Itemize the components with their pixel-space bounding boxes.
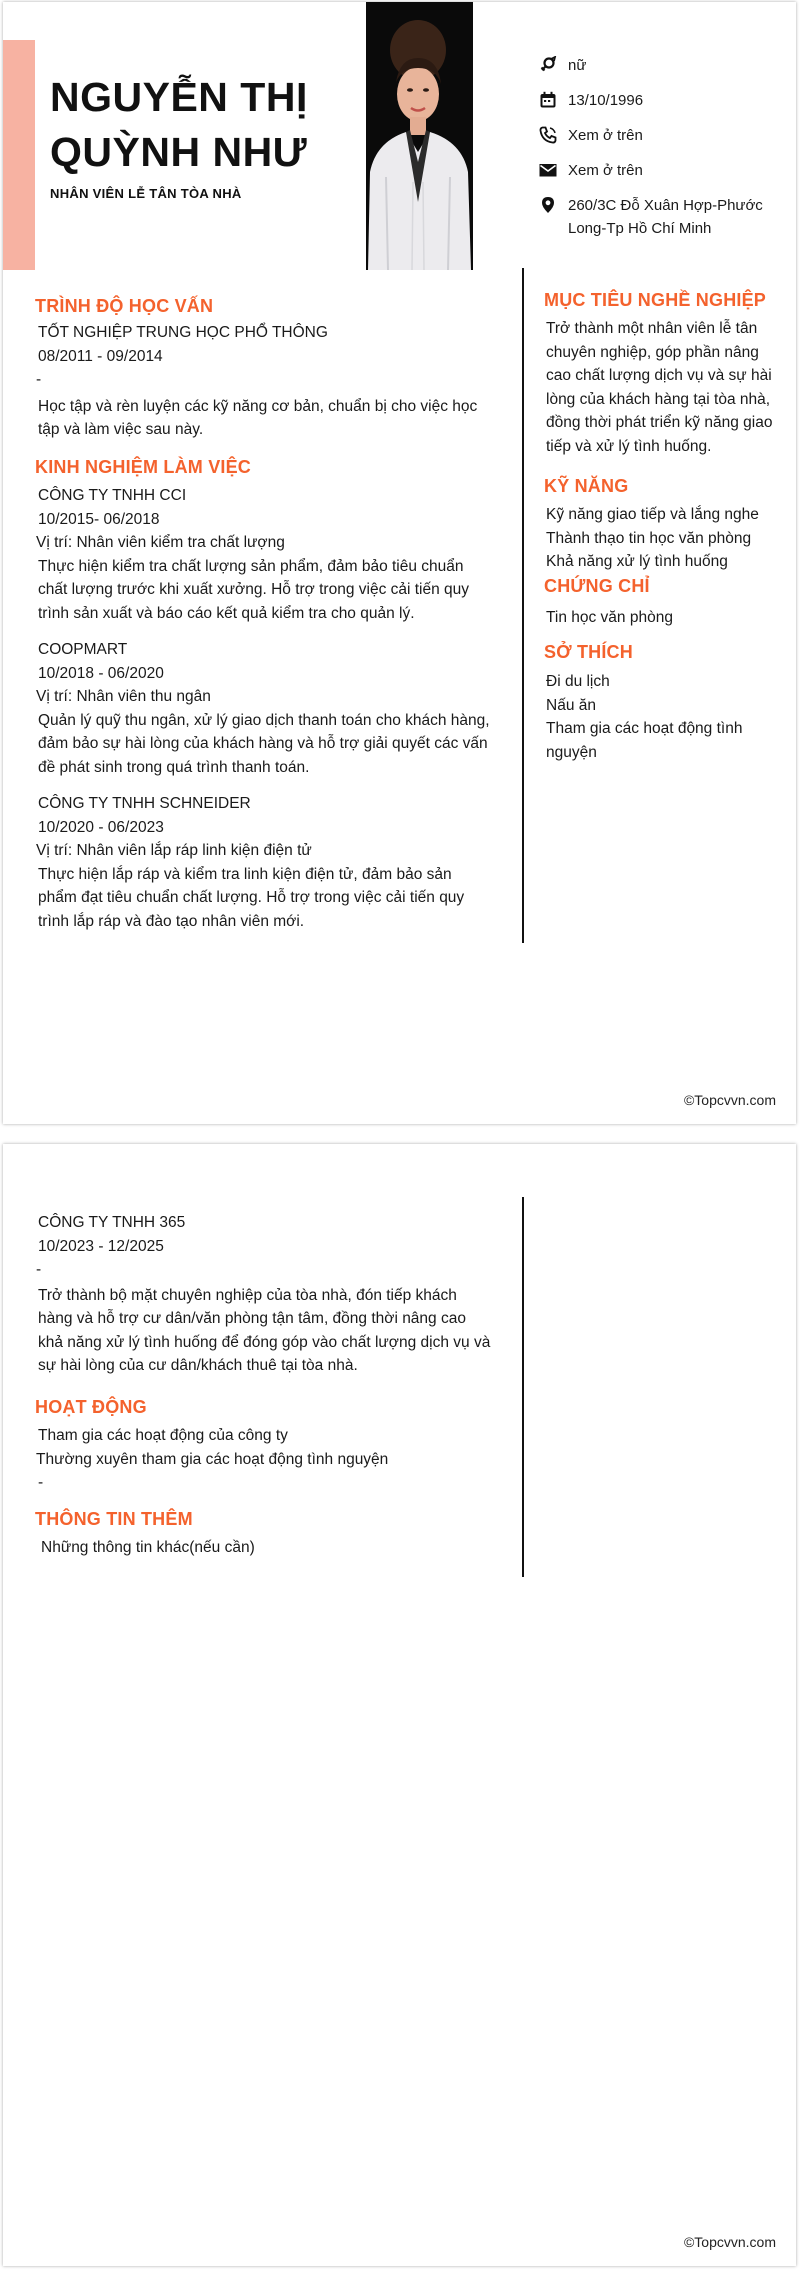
education-entry [38, 321, 508, 442]
hobby-item: Tham gia các hoạt động tình [546, 720, 743, 737]
contact-phone [539, 124, 784, 147]
phone-value: Xem ở trên [568, 127, 643, 144]
activities-list [38, 1424, 518, 1495]
experience-entry [38, 1211, 518, 1378]
job-desc-line: Thực hiện lắp ráp và kiểm tra linh kiện điện tử, đảm bảo sản [38, 865, 452, 883]
job-desc-line: trình lắp ráp và đào tạo nhân viên mới. [38, 912, 305, 930]
job-title: NHÂN VIÊN LỄ TÂN TÒA NHÀ [50, 186, 242, 201]
job-desc-line: Quản lý quỹ thu ngân, xử lý giao dịch thanh toán cho khách hàng, [38, 711, 490, 729]
email-icon [539, 161, 557, 179]
address-line-2: Long-Tp Hồ Chí Minh [568, 220, 712, 237]
certificate-item: Tin học văn phòng [546, 609, 673, 626]
additional-text: Những thông tin khác(nếu cần) [41, 1539, 255, 1556]
experience-entry [38, 484, 508, 625]
contact-gender [539, 54, 784, 77]
job-position: Vị trí: Nhân viên kiểm tra chất lượng [36, 534, 285, 551]
section-title-objective: MỤC TIÊU NGHỀ NGHIỆP [544, 290, 767, 310]
objective-text [546, 317, 791, 458]
job-desc-line: phẩm đạt tiêu chuẩn chất lượng. Hỗ trợ trong việc cải tiến quy [38, 889, 465, 906]
job-desc-line: trình sản xuất và báo cáo kết quả kiểm tra cho quản lý. [38, 604, 415, 622]
candidate-name [50, 70, 350, 180]
job-desc-line: hàng và hỗ trợ cư dân/văn phòng tận tâm, đồng thời nâng cao [38, 1310, 466, 1327]
hobby-item: nguyện [546, 743, 597, 761]
education-dash: - [36, 371, 42, 388]
objective-line: tiếp và xử lý tình huống. [546, 437, 712, 455]
gender-value: nữ [568, 57, 587, 74]
job-desc-line: sự hài lòng của cư dân/khách thuê tại tòa nhà. [38, 1357, 358, 1374]
skill-item: Khả năng xử lý tình huống [546, 553, 728, 570]
activity-item: Tham gia các hoạt động của công ty [38, 1427, 288, 1444]
resume-page-2 [3, 1144, 796, 2266]
objective-line: lòng của khách hàng tại tòa nhà, [546, 390, 771, 408]
job-company: CÔNG TY TNHH CCI [38, 487, 187, 504]
education-desc-line-2: tập và làm việc sau này. [38, 421, 204, 438]
job-period: 10/2018 - 06/2020 [38, 664, 164, 682]
phone-icon [539, 126, 557, 144]
education-period: 08/2011 - 09/2014 [38, 347, 163, 365]
hobby-item: Nấu ăn [546, 696, 596, 714]
job-company: COOPMART [38, 641, 128, 658]
skill-item: Thành thạo tin học văn phòng [546, 529, 752, 547]
section-title-additional: THÔNG TIN THÊM [35, 1509, 193, 1529]
birthday-value: 13/10/1996 [568, 92, 644, 109]
name-line-1: NGUYỄN THỊ [50, 74, 308, 120]
section-title-education: TRÌNH ĐỘ HỌC VẤN [35, 296, 214, 316]
experience-entry [38, 792, 508, 933]
job-desc-line: khả năng xử lý tình huống để đóng góp vào chất lượng dịch vụ và [38, 1333, 491, 1351]
objective-line: chuyên nghiệp, góp phần nâng [546, 343, 759, 361]
section-title-certificates: CHỨNG CHỈ [544, 576, 650, 596]
section-title-hobbies: SỞ THÍCH [544, 642, 633, 662]
copyright: ©Topcvvn.com [683, 1092, 776, 1108]
job-desc-line: đề phát sinh trong quá trình thanh toán. [38, 758, 310, 776]
skills-list [546, 503, 791, 574]
experience-entry [38, 638, 508, 779]
job-period: 10/2020 - 06/2023 [38, 818, 164, 836]
hobbies-list [546, 670, 791, 764]
job-position: Vị trí: Nhân viên lắp ráp linh kiện điện tử [36, 842, 312, 859]
column-divider [522, 1197, 524, 1577]
job-company: CÔNG TY TNHH SCHNEIDER [38, 795, 251, 812]
job-company: CÔNG TY TNHH 365 [38, 1214, 186, 1231]
certificates-list [546, 606, 791, 630]
section-title-activities: HOẠT ĐỘNG [35, 1397, 147, 1417]
job-desc-line: chất lượng trước khi xuất xưởng. Hỗ trợ trong việc cải tiến quy [38, 581, 470, 598]
address-value [568, 194, 763, 240]
objective-line: Trở thành một nhân viên lễ tân [546, 320, 758, 337]
job-desc-line: đảm bảo sự hài lòng của khách hàng và hỗ trợ giải quyết các vấn [38, 735, 488, 752]
hobby-item: Đi du lịch [546, 673, 610, 690]
email-value: Xem ở trên [568, 162, 643, 179]
gender-icon [539, 56, 557, 74]
calendar-icon [539, 91, 557, 109]
objective-line: cao chất lượng dịch vụ và sự hài [546, 367, 772, 384]
skill-item: Kỹ năng giao tiếp và lắng nghe [546, 506, 759, 523]
column-divider [522, 268, 524, 943]
activity-item: Thường xuyên tham gia các hoạt động tình nguyện [36, 1450, 389, 1468]
activities-dash: - [38, 1474, 44, 1491]
objective-line: đồng thời phát triển kỹ năng giao [546, 414, 773, 431]
accent-bar [3, 40, 35, 270]
name-line-2: QUỲNH NHƯ [50, 129, 308, 175]
location-icon [539, 196, 557, 214]
job-dash: - [36, 1261, 42, 1278]
job-desc-line: Thực hiện kiểm tra chất lượng sản phẩm, đảm bảo tiêu chuẩn [38, 557, 464, 575]
contact-email [539, 159, 784, 182]
job-desc-line: Trở thành bộ mặt chuyên nghiệp của tòa nhà, đón tiếp khách [38, 1286, 457, 1304]
section-title-skills: KỸ NĂNG [544, 476, 629, 496]
section-title-experience: KINH NGHIỆM LÀM VIỆC [35, 457, 252, 477]
profile-photo [366, 2, 473, 270]
education-desc-line-1: Học tập và rèn luyện các kỹ năng cơ bản, chuẩn bị cho việc học [38, 397, 478, 415]
job-period: 10/2015- 06/2018 [38, 510, 160, 528]
address-line-1: 260/3C Đỗ Xuân Hợp-Phước [568, 197, 763, 214]
contact-birthday [539, 89, 784, 112]
copyright: ©Topcvvn.com [683, 2234, 776, 2250]
job-period: 10/2023 - 12/2025 [38, 1237, 164, 1255]
resume-page-1 [3, 2, 796, 1124]
job-position: Vị trí: Nhân viên thu ngân [36, 688, 211, 705]
education-school: TỐT NGHIỆP TRUNG HỌC PHỔ THÔNG [38, 324, 328, 341]
additional-info [41, 1536, 511, 1560]
contact-address [539, 194, 784, 240]
